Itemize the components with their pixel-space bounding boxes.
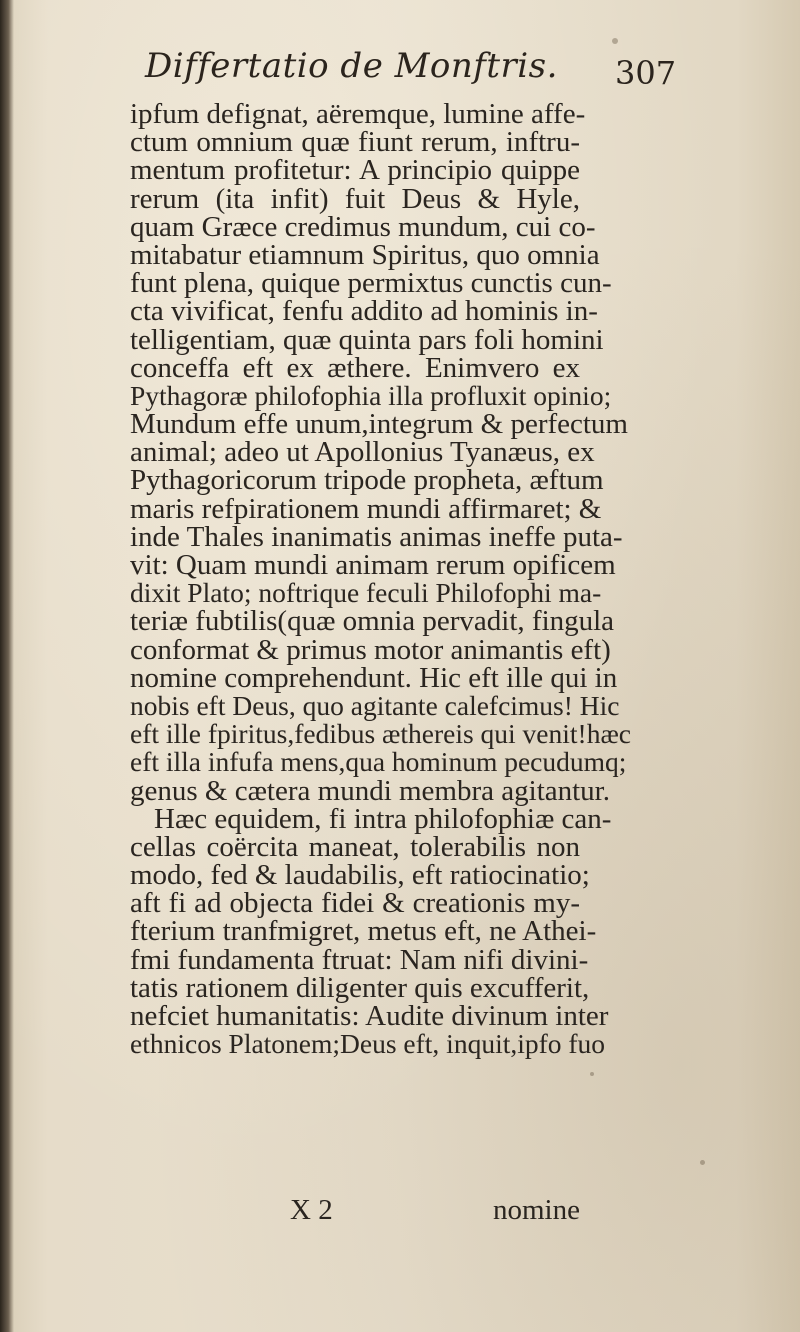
text-line: cta vivificat, fenfu addito ad hominis in-: [130, 295, 598, 328]
text-line: modo, fed & laudabilis, eft ratiocinatio;: [130, 859, 590, 892]
text-line: mitabatur etiamnum Spiritus, quo omnia: [130, 238, 600, 271]
text-line: cellas coërcita maneat, tolerabilis non: [130, 830, 580, 863]
text-line: funt plena, quique permixtus cunctis cun-: [130, 267, 612, 300]
text-line: vit: Quam mundi animam rerum opificem: [130, 549, 616, 581]
text-line: nomine comprehendunt. Hic eft ille qui in: [130, 661, 618, 694]
text-line: animal; adeo ut Apollonius Tyanæus, ex: [130, 436, 595, 469]
text-line: teriæ fubtilis(quæ omnia pervadit, fingula: [130, 605, 615, 638]
binding-gutter-shadow: [0, 0, 14, 1332]
page-header: [145, 46, 677, 94]
paragraph-start-line: Hæc equidem, fi intra philofophiæ can-: [154, 802, 612, 835]
text-line: nobis eft Deus, quo agitante calefcimus! Hic: [130, 689, 620, 721]
paper-stain: [612, 38, 618, 44]
text-line: conceffa eft ex æthere. Enimvero ex: [130, 351, 580, 384]
text-line: telligentiam, quæ quinta pars foli homini: [130, 323, 604, 356]
text-line: ctum omnium quæ fiunt rerum, inftru-: [130, 126, 580, 159]
paper-stain: [590, 1072, 594, 1076]
text-line: aft fi ad objecta fidei & creationis my-: [130, 887, 580, 920]
text-line: Pythagoræ philofophia illa profluxit opinio;: [130, 379, 612, 411]
signature-mark: X 2: [290, 1194, 333, 1226]
text-line: dixit Plato; noftrique feculi Philofophi ma-: [130, 577, 602, 609]
text-line: genus & cætera mundi membra agitantur.: [130, 774, 610, 807]
text-line: eft illa infufa mens,qua hominum pecudumq;: [130, 746, 627, 778]
text-line: nefciet humanitatis: Audite divinum inter: [130, 1000, 609, 1032]
text-line: Mundum effe unum,integrum & perfectum: [130, 408, 628, 441]
page-number: 307: [615, 54, 677, 92]
text-line: conformat & primus motor animantis eft): [130, 633, 611, 666]
text-line: eft ille fpiritus,fedibus æthereis qui venit!hæc: [130, 718, 632, 750]
catchword: nomine: [493, 1194, 580, 1226]
text-line: rerum (ita infit) fuit Deus & Hyle,: [130, 182, 580, 215]
body-text: [130, 98, 632, 1060]
text-line: ethnicos Platonem;Deus eft, inquit,ipfo fuo: [130, 1028, 606, 1060]
text-line: fterium tranfmigret, metus eft, ne Athei-: [130, 915, 597, 948]
running-title: Differtatio de Monftris.: [145, 46, 558, 86]
text-line: mentum profitetur: A principio quippe: [130, 154, 580, 187]
text-line: quam Græce credimus mundum, cui co-: [130, 210, 596, 243]
page-footer: [130, 1194, 580, 1224]
text-line: fmi fundamenta ftruat: Nam nifi divini-: [130, 943, 589, 976]
text-line: tatis rationem diligenter quis excufferit,: [130, 971, 590, 1004]
text-line: maris refpirationem mundi affirmaret; &: [130, 492, 602, 525]
paper-stain: [700, 1160, 705, 1165]
text-line: ipfum defignat, aëremque, lumine affe-: [130, 98, 586, 130]
text-line: Pythagoricorum tripode propheta, æftum: [130, 464, 604, 497]
text-line: inde Thales inanimatis animas ineffe puta-: [130, 520, 623, 553]
